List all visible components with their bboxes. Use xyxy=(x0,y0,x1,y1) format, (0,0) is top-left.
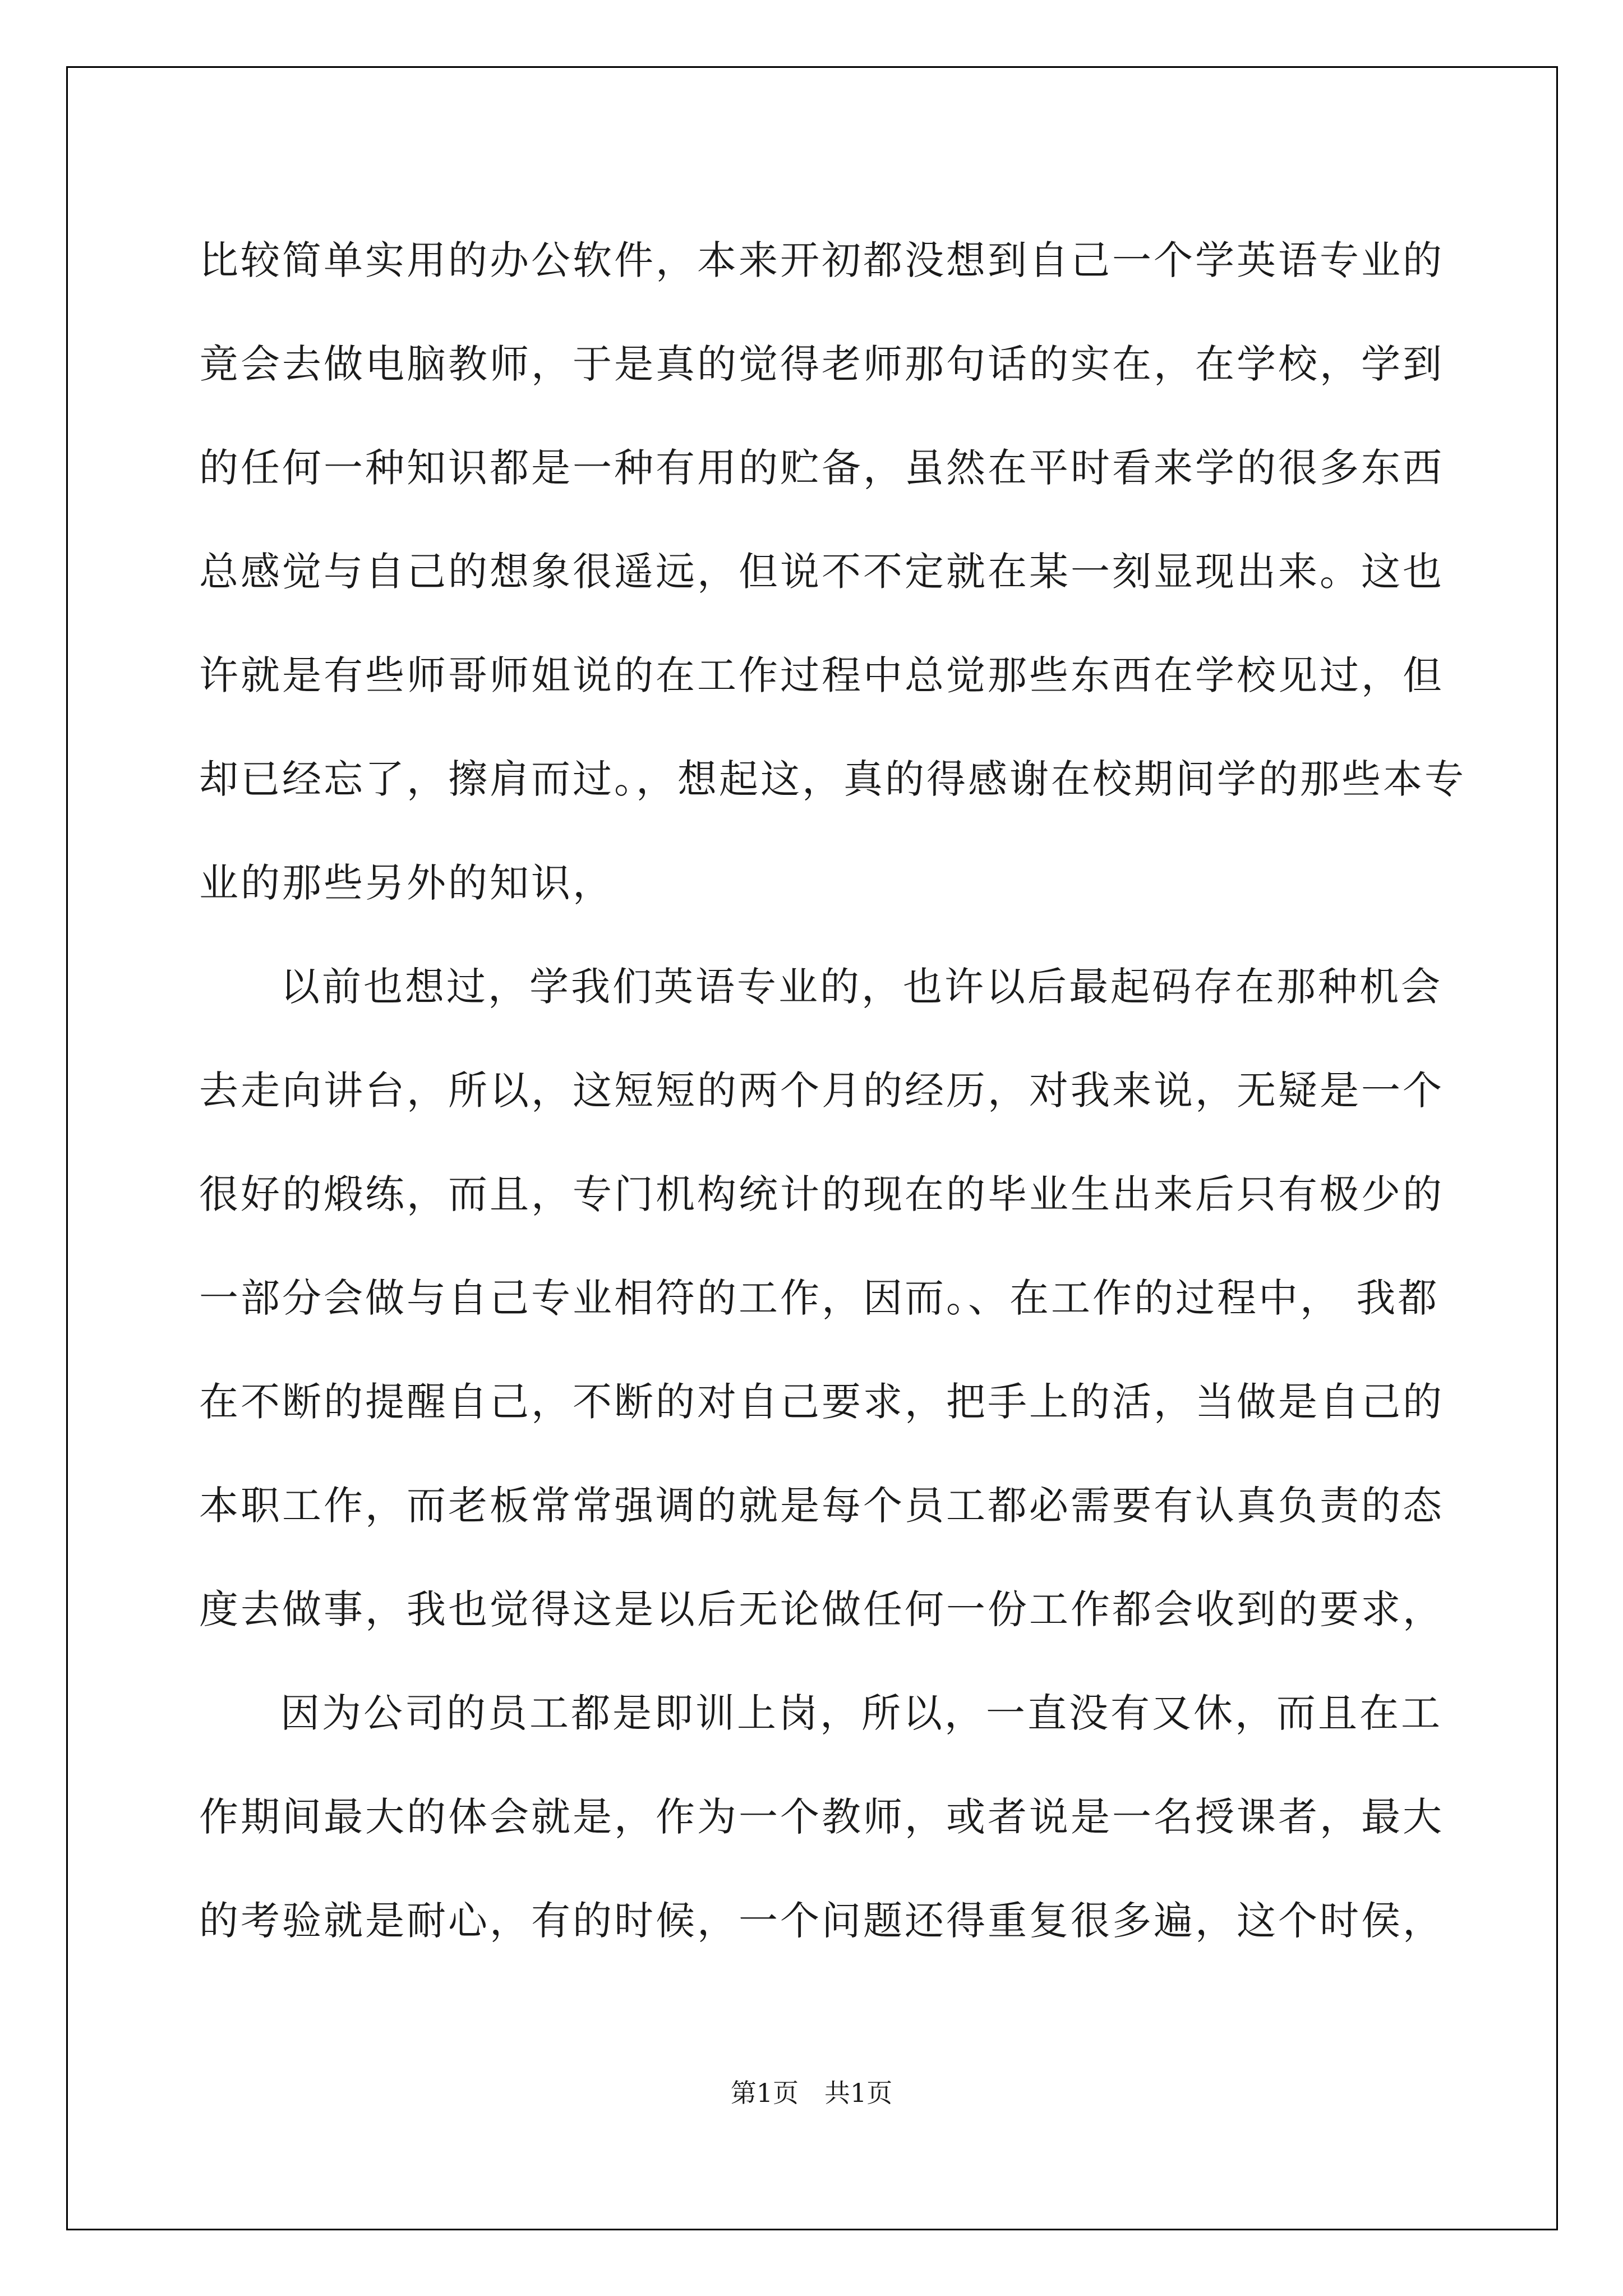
text-line: 去走向讲台，所以，这短短的两个月的经历，对我来说，无疑是一个 xyxy=(199,1068,1444,1114)
text-line: 却已经忘了，擦肩而过。，想起这，真的得感谢在校期间学的那些本专 xyxy=(199,756,1466,802)
text-line: 的考验就是耐心，有的时候，一个问题还得重复很多遍，这个时侯， xyxy=(199,1898,1444,1944)
text-line: 作期间最大的体会就是，作为一个教师，或者说是一名授课者，最大 xyxy=(199,1794,1444,1840)
text-line: 的任何一种知识都是一种有用的贮备，虽然在平时看来学的很多东西 xyxy=(199,445,1444,491)
paragraph-2 xyxy=(199,935,1444,1662)
page-footer xyxy=(0,2073,1623,2110)
text-line: 总感觉与自己的想象很遥远，但说不不定就在某一刻显现出来。这也 xyxy=(199,549,1444,595)
page-number: 第1页 共1页 xyxy=(730,2078,893,2108)
text-line: 一部分会做与自己专业相符的工作，因而。、在工作的过程中， 我都 xyxy=(199,1275,1440,1321)
text-line: 因为公司的员工都是即训上岗，所以，一直没有又休，而且在工 xyxy=(280,1690,1442,1736)
text-line: 竟会去做电脑教师，于是真的觉得老师那句话的实在，在学校，学到 xyxy=(199,341,1444,387)
text-line: 度去做事，我也觉得这是以后无论做任何一份工作都会收到的要求， xyxy=(199,1586,1444,1632)
text-line: 业的那些另外的知识， xyxy=(199,860,614,906)
paragraph-1 xyxy=(199,209,1466,935)
text-line: 比较简单实用的办公软件，本来开初都没想到自己一个学英语专业的 xyxy=(199,237,1444,283)
text-line: 以前也想过，学我们英语专业的，也许以后最起码存在那种机会 xyxy=(280,964,1442,1010)
text-line: 许就是有些师哥师姐说的在工作过程中总觉那些东西在学校见过，但 xyxy=(199,652,1444,698)
paragraph-3 xyxy=(199,1662,1444,1973)
text-line: 本职工作，而老板常常强调的就是每个员工都必需要有认真负责的态 xyxy=(199,1483,1444,1529)
text-line: 很好的煅练，而且，专门机构统计的现在的毕业生出来后只有极少的 xyxy=(199,1171,1444,1217)
document-body xyxy=(199,209,1466,1973)
text-line: 在不断的提醒自己，不断的对自己要求，把手上的活，当做是自己的 xyxy=(199,1379,1444,1425)
